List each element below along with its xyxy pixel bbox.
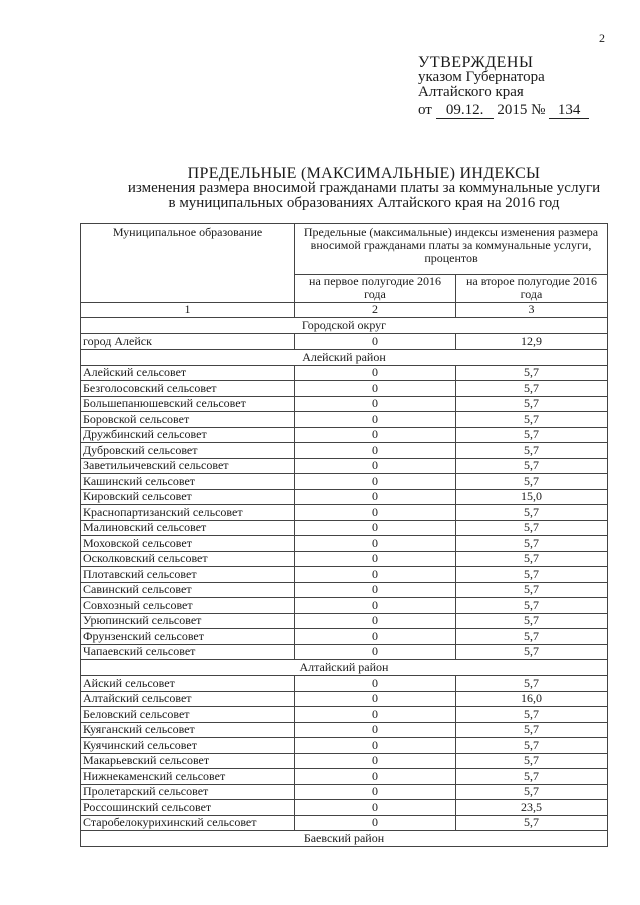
number-sign: № <box>531 102 546 118</box>
municipality-name: Кировский сельсовет <box>81 489 295 505</box>
first-half-index: 0 <box>295 412 456 428</box>
table-row <box>81 536 608 552</box>
approval-block <box>418 55 589 119</box>
section-name: Алтайский район <box>81 660 608 676</box>
municipality-name: Макарьевский сельсовет <box>81 753 295 769</box>
second-half-index: 5,7 <box>456 458 608 474</box>
first-half-index: 0 <box>295 691 456 707</box>
document-subtitle-2: в муниципальных образованиях Алтайского края на 2016 год <box>168 195 560 211</box>
first-half-index: 0 <box>295 489 456 505</box>
municipality-name: Нижнекаменский сельсовет <box>81 769 295 785</box>
approval-date: 09.12. <box>436 103 494 119</box>
page-number: 2 <box>599 31 605 45</box>
municipality-name: Плотавский сельсовет <box>81 567 295 583</box>
second-half-index: 5,7 <box>456 722 608 738</box>
col-number-3: 3 <box>456 303 608 318</box>
municipality-name: Алейский сельсовет <box>81 365 295 381</box>
second-half-index: 5,7 <box>456 582 608 598</box>
municipality-name: Кашинский сельсовет <box>81 474 295 490</box>
municipality-name: Моховской сельсовет <box>81 536 295 552</box>
table-row <box>81 815 608 831</box>
second-half-index: 5,7 <box>456 629 608 645</box>
section-row <box>81 660 608 676</box>
table-row <box>81 722 608 738</box>
municipality-name: Старобелокурихинский сельсовет <box>81 815 295 831</box>
municipality-name: Фрунзенский сельсовет <box>81 629 295 645</box>
col-header-second-half: на второе полугодие 2016 года <box>456 275 608 303</box>
section-name: Баевский район <box>81 831 608 847</box>
first-half-index: 0 <box>295 474 456 490</box>
municipality-name: город Алейск <box>81 334 295 350</box>
first-half-index: 0 <box>295 676 456 692</box>
table-row <box>81 769 608 785</box>
table-row <box>81 334 608 350</box>
second-half-index: 5,7 <box>456 784 608 800</box>
table-row <box>81 753 608 769</box>
first-half-index: 0 <box>295 505 456 521</box>
col-header-municipality: Муниципальное образование <box>81 224 295 303</box>
col-header-group: Предельные (максимальные) индексы изменения размера вносимой гражданами платы за коммунальные услуги, процентов <box>295 224 608 275</box>
date-prefix: от <box>418 102 432 118</box>
table-row <box>81 800 608 816</box>
table-row <box>81 691 608 707</box>
section-row <box>81 318 608 334</box>
municipality-name: Беловский сельсовет <box>81 707 295 723</box>
second-half-index: 5,7 <box>456 536 608 552</box>
second-half-index: 5,7 <box>456 443 608 459</box>
second-half-index: 5,7 <box>456 505 608 521</box>
second-half-index: 5,7 <box>456 598 608 614</box>
table-row <box>81 707 608 723</box>
table-row <box>81 458 608 474</box>
approval-date-line <box>418 103 589 119</box>
document-heading <box>84 166 640 211</box>
second-half-index: 5,7 <box>456 474 608 490</box>
first-half-index: 0 <box>295 629 456 645</box>
municipality-name: Осколковский сельсовет <box>81 551 295 567</box>
municipality-name: Куяганский сельсовет <box>81 722 295 738</box>
table-row <box>81 582 608 598</box>
table-row <box>81 427 608 443</box>
document-subtitle-1: изменения размера вносимой гражданами платы за коммунальные услуги <box>127 180 601 196</box>
first-half-index: 0 <box>295 443 456 459</box>
second-half-index: 5,7 <box>456 520 608 536</box>
first-half-index: 0 <box>295 582 456 598</box>
table-row <box>81 551 608 567</box>
first-half-index: 0 <box>295 536 456 552</box>
municipality-name: Россошинский сельсовет <box>81 800 295 816</box>
municipality-name: Малиновский сельсовет <box>81 520 295 536</box>
second-half-index: 23,5 <box>456 800 608 816</box>
col-number-2: 2 <box>295 303 456 318</box>
municipality-name: Краснопартизанский сельсовет <box>81 505 295 521</box>
table-row <box>81 644 608 660</box>
table-row <box>81 365 608 381</box>
second-half-index: 5,7 <box>456 567 608 583</box>
first-half-index: 0 <box>295 458 456 474</box>
col-number-1: 1 <box>81 303 295 318</box>
first-half-index: 0 <box>295 738 456 754</box>
second-half-index: 5,7 <box>456 644 608 660</box>
col-header-first-half: на первое полугодие 2016 года <box>295 275 456 303</box>
table-row <box>81 567 608 583</box>
table-row <box>81 613 608 629</box>
table-row <box>81 474 608 490</box>
first-half-index: 0 <box>295 598 456 614</box>
first-half-index: 0 <box>295 815 456 831</box>
second-half-index: 5,7 <box>456 551 608 567</box>
approval-line-2: Алтайского края <box>418 84 524 100</box>
second-half-index: 5,7 <box>456 427 608 443</box>
municipality-name: Куячинский сельсовет <box>81 738 295 754</box>
municipality-name: Боровской сельсовет <box>81 412 295 428</box>
municipality-name: Дубровский сельсовет <box>81 443 295 459</box>
municipality-name: Заветильичевский сельсовет <box>81 458 295 474</box>
table-row <box>81 412 608 428</box>
table-row <box>81 629 608 645</box>
second-half-index: 5,7 <box>456 613 608 629</box>
first-half-index: 0 <box>295 769 456 785</box>
table-row <box>81 443 608 459</box>
municipality-name: Совхозный сельсовет <box>81 598 295 614</box>
table-row <box>81 520 608 536</box>
first-half-index: 0 <box>295 427 456 443</box>
second-half-index: 5,7 <box>456 396 608 412</box>
municipality-name: Дружбинский сельсовет <box>81 427 295 443</box>
first-half-index: 0 <box>295 707 456 723</box>
second-half-index: 12,9 <box>456 334 608 350</box>
second-half-index: 5,7 <box>456 381 608 397</box>
second-half-index: 15,0 <box>456 489 608 505</box>
first-half-index: 0 <box>295 722 456 738</box>
first-half-index: 0 <box>295 396 456 412</box>
approval-year: 2015 <box>497 102 528 118</box>
second-half-index: 5,7 <box>456 365 608 381</box>
table-row <box>81 489 608 505</box>
first-half-index: 0 <box>295 753 456 769</box>
first-half-index: 0 <box>295 520 456 536</box>
approval-number: 134 <box>549 103 589 119</box>
table-row <box>81 676 608 692</box>
municipality-name: Пролетарский сельсовет <box>81 784 295 800</box>
municipality-name: Алтайский сельсовет <box>81 691 295 707</box>
first-half-index: 0 <box>295 784 456 800</box>
section-row <box>81 831 608 847</box>
first-half-index: 0 <box>295 800 456 816</box>
indices-table <box>80 223 608 847</box>
table-row <box>81 598 608 614</box>
first-half-index: 0 <box>295 334 456 350</box>
first-half-index: 0 <box>295 567 456 583</box>
approval-line-1: указом Губернатора <box>418 69 545 85</box>
first-half-index: 0 <box>295 365 456 381</box>
approval-title: УТВЕРЖДЕНЫ <box>418 54 534 71</box>
section-row <box>81 349 608 365</box>
municipality-name: Айский сельсовет <box>81 676 295 692</box>
table-row <box>81 381 608 397</box>
second-half-index: 5,7 <box>456 815 608 831</box>
first-half-index: 0 <box>295 381 456 397</box>
second-half-index: 5,7 <box>456 412 608 428</box>
document-title: ПРЕДЕЛЬНЫЕ (МАКСИМАЛЬНЫЕ) ИНДЕКСЫ <box>187 165 541 182</box>
municipality-name: Савинский сельсовет <box>81 582 295 598</box>
first-half-index: 0 <box>295 644 456 660</box>
table-row <box>81 396 608 412</box>
first-half-index: 0 <box>295 613 456 629</box>
second-half-index: 5,7 <box>456 753 608 769</box>
section-name: Алейский район <box>81 349 608 365</box>
municipality-name: Безголосовский сельсовет <box>81 381 295 397</box>
second-half-index: 5,7 <box>456 707 608 723</box>
table-row <box>81 505 608 521</box>
first-half-index: 0 <box>295 551 456 567</box>
municipality-name: Чапаевский сельсовет <box>81 644 295 660</box>
table-row <box>81 784 608 800</box>
municipality-name: Урюпинский сельсовет <box>81 613 295 629</box>
second-half-index: 5,7 <box>456 738 608 754</box>
section-name: Городской округ <box>81 318 608 334</box>
second-half-index: 5,7 <box>456 769 608 785</box>
municipality-name: Большепанюшевский сельсовет <box>81 396 295 412</box>
table-row <box>81 738 608 754</box>
second-half-index: 16,0 <box>456 691 608 707</box>
second-half-index: 5,7 <box>456 676 608 692</box>
